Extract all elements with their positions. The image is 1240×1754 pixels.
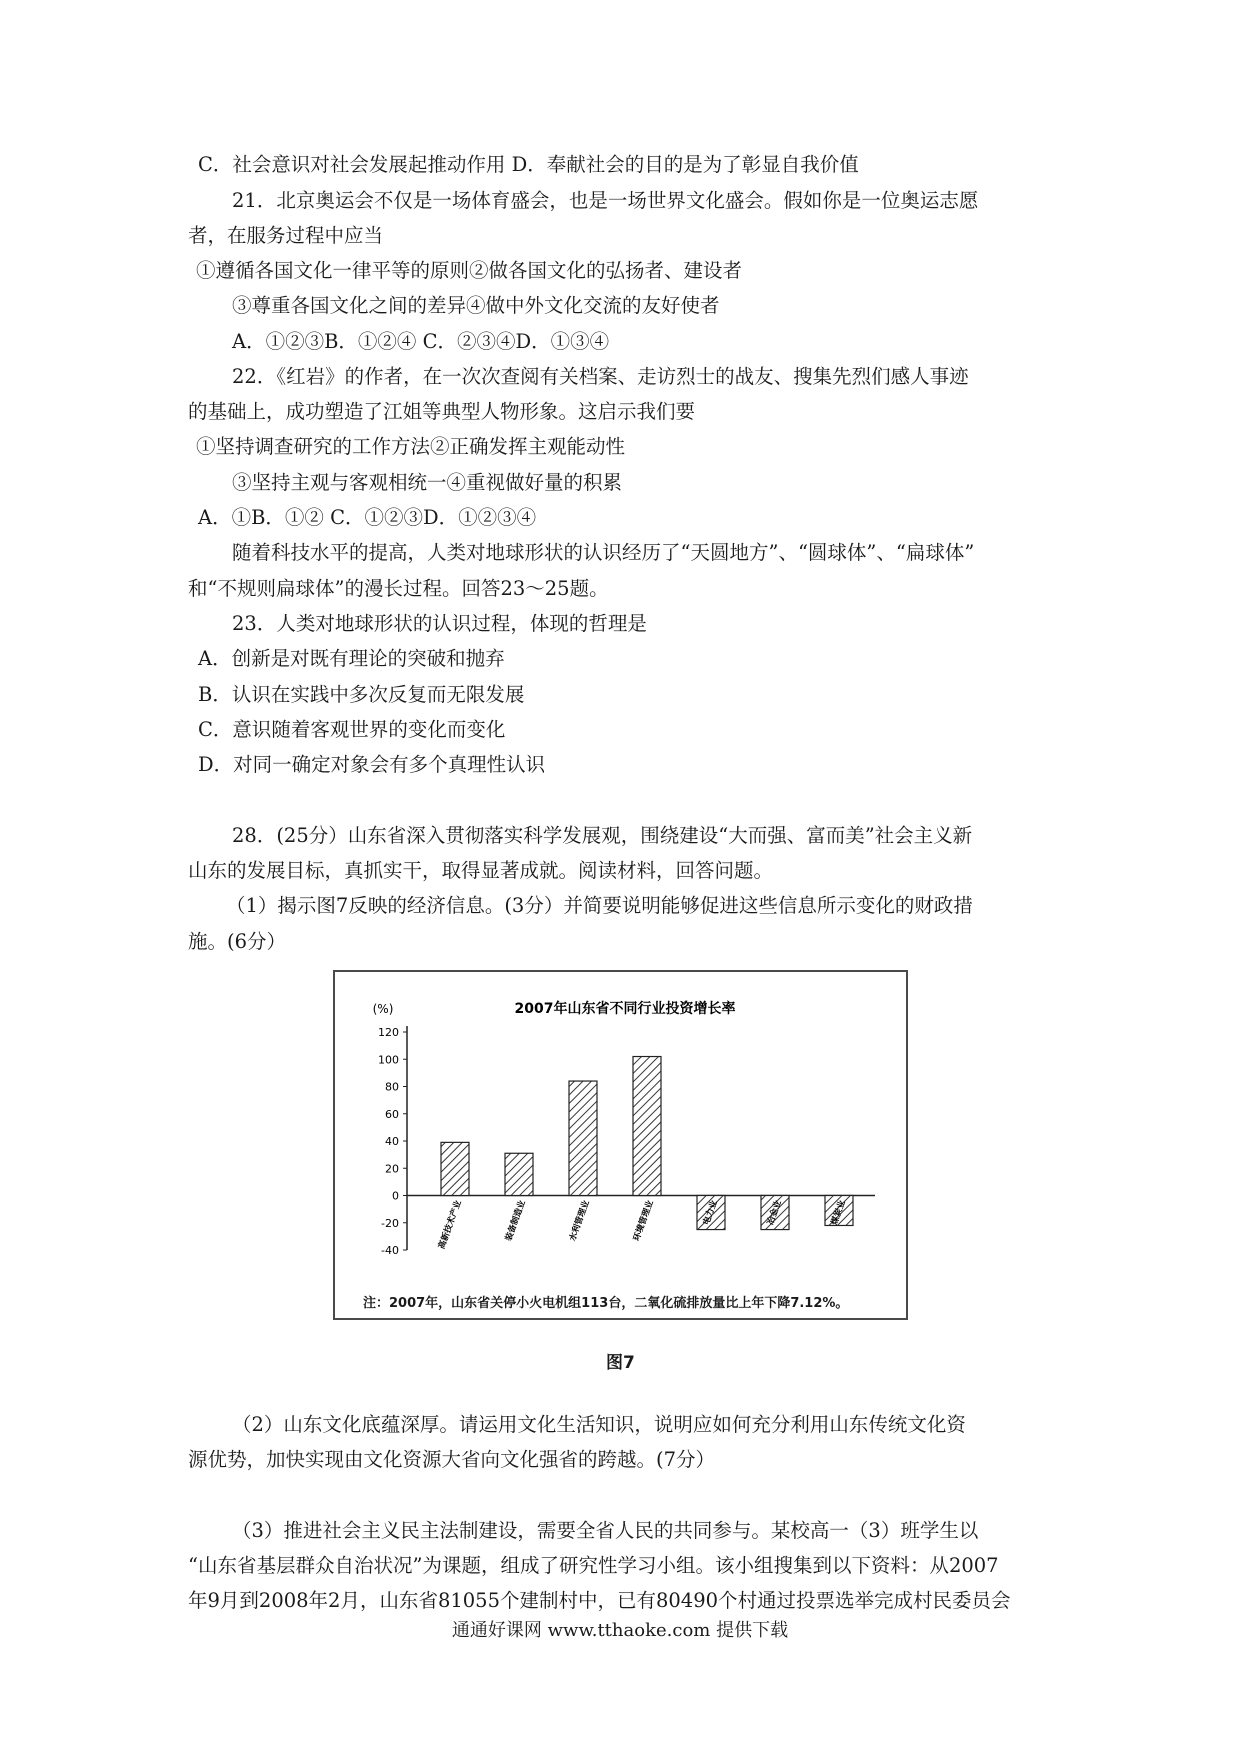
q22-stem-2: 的基础上，成功塑造了江姐等典型人物形象。这启示我们要 [188, 400, 696, 423]
category-label: 装备制造业 [503, 1199, 528, 1243]
q28-part3-3: 年9月到2008年2月，山东省81055个建制村中，已有80490个村通过投票选举完成村民委员会 [188, 1589, 1011, 1612]
q22-options: A．①B．①② C．①②③D．①②③④ [198, 506, 537, 529]
category-label: 电力业 [701, 1199, 720, 1227]
bar [633, 1057, 661, 1196]
category-label: 冶金业 [765, 1199, 784, 1227]
q28-stem-2: 山东的发展目标，真抓实干，取得显著成就。阅读材料，回答问题。 [188, 859, 774, 882]
category-label: 高新技术产业 [436, 1199, 464, 1251]
q23-option-d: D．对同一确定对象会有多个真理性认识 [198, 753, 546, 776]
y-tick-label: 100 [378, 1053, 399, 1067]
figure-7-chart [333, 970, 908, 1320]
q23-option-a: A．创新是对既有理论的突破和抛弃 [198, 647, 505, 670]
y-axis-unit: (%) [372, 1002, 394, 1016]
q22-stem-1: 22．《红岩》的作者，在一次次查阅有关档案、走访烈士的战友、搜集先烈们感人事迹 [232, 365, 969, 388]
q28-part1-1: （1）揭示图7反映的经济信息。(3分）并简要说明能够促进这些信息所示变化的财政措 [226, 894, 973, 917]
q22-item-12: ①坚持调查研究的工作方法②正确发挥主观能动性 [196, 435, 626, 458]
category-label: 水利管理业 [567, 1199, 592, 1243]
y-tick-label: 80 [385, 1080, 399, 1094]
y-tick-label: 60 [385, 1107, 399, 1121]
q23-option-b: B．认识在实践中多次反复而无限发展 [198, 683, 525, 706]
bar [441, 1142, 469, 1195]
page-footer: 通通好课网 www.tthaoke.com 提供下载 [451, 1620, 789, 1641]
category-label: 煤炭业 [829, 1199, 848, 1227]
y-tick-label: -40 [381, 1244, 399, 1257]
figure-caption: 图7 [606, 1353, 635, 1373]
q23-stem: 23．人类对地球形状的认识过程，体现的哲理是 [232, 612, 647, 635]
q28-part3-1: （3）推进社会主义民主法制建设，需要全省人民的共同参与。某校高一（3）班学生以 [232, 1519, 979, 1542]
q28-part2-2: 源优势，加快实现由文化资源大省向文化强省的跨越。(7分） [188, 1448, 716, 1471]
y-tick-label: 120 [378, 1026, 399, 1039]
q21-item-12: ①遵循各国文化一律平等的原则②做各国文化的弘扬者、建设者 [196, 259, 743, 282]
q28-part1-2: 施。(6分） [188, 930, 287, 953]
q28-stem-1: 28．(25分）山东省深入贯彻落实科学发展观，围绕建设“大而强、富而美”社会主义新 [232, 824, 973, 847]
chart-title: 2007年山东省不同行业投资增长率 [514, 1001, 736, 1017]
q20-options-cd: C．社会意识对社会发展起推动作用 D．奉献社会的目的是为了彰显自我价值 [198, 153, 859, 176]
y-tick-label: 0 [392, 1189, 399, 1203]
q22-item-34: ③坚持主观与客观相统一④重视做好量的积累 [232, 471, 623, 494]
bar [505, 1153, 533, 1195]
q23-option-c: C．意识随着客观世界的变化而变化 [198, 718, 506, 741]
chart-note: 注：2007年，山东省关停小火电机组113台，二氧化硫排放量比上年下降7.12%。 [363, 1296, 849, 1311]
q28-part3-2: “山东省基层群众自治状况”为课题，组成了研究性学习小组。该小组搜集到以下资料：从2007 [188, 1554, 999, 1577]
y-tick-label: 40 [385, 1135, 399, 1148]
q21-stem-2: 者，在服务过程中应当 [188, 224, 384, 247]
category-label: 环境管理业 [631, 1199, 656, 1243]
q21-stem-1: 21．北京奥运会不仅是一场体育盛会，也是一场世界文化盛会。假如你是一位奥运志愿 [232, 189, 979, 212]
q28-part2-1: （2）山东文化底蕴深厚。请运用文化生活知识，说明应如何充分利用山东传统文化资 [232, 1413, 966, 1436]
bar-chart-svg [335, 972, 906, 1318]
q21-item-34: ③尊重各国文化之间的差异④做中外文化交流的友好使者 [232, 294, 720, 317]
y-tick-label: 20 [385, 1162, 399, 1176]
q21-options: A．①②③B．①②④ C．②③④D．①③④ [232, 330, 610, 353]
passage-line-1: 随着科技水平的提高，人类对地球形状的认识经历了“天圆地方”、“圆球体”、“扁球体” [232, 541, 975, 564]
y-tick-label: -20 [381, 1216, 399, 1230]
passage-line-2: 和“不规则扁球体”的漫长过程。回答23～25题。 [188, 577, 609, 600]
bar [569, 1081, 597, 1195]
